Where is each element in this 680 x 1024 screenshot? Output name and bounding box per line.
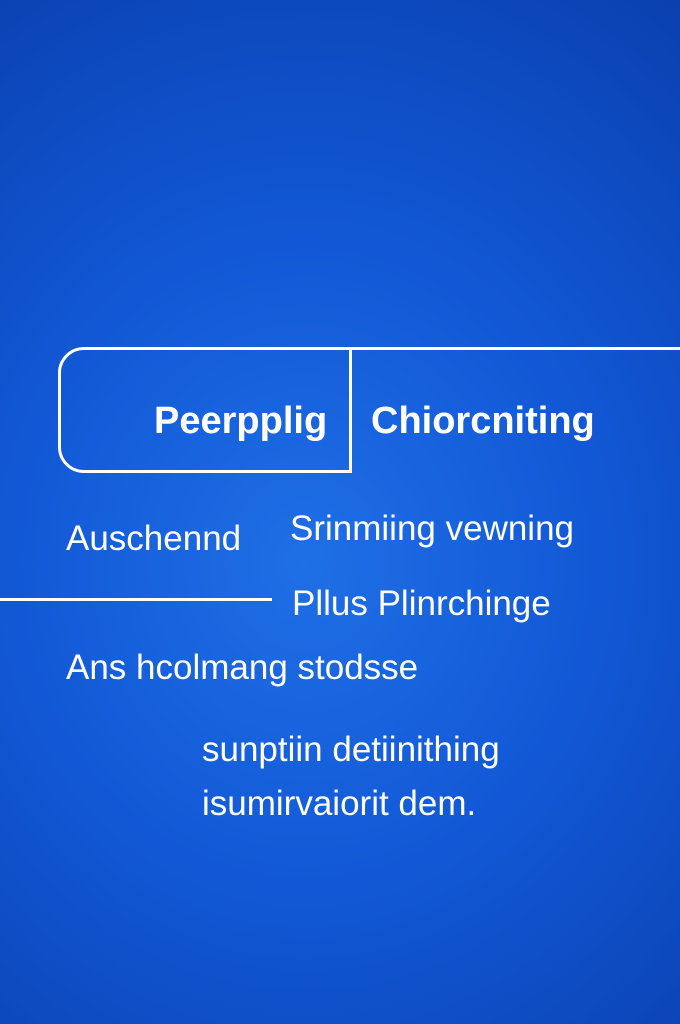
- paragraph-line-1: sunptiin detiinithing: [202, 730, 500, 769]
- row1-left-text: Auschennd: [66, 519, 242, 558]
- middle-divider-rule: [0, 598, 272, 601]
- header-box-top-rule: [352, 347, 680, 350]
- header-left-label: Peerpplig: [154, 400, 328, 442]
- paragraph-line-2: isumirvaiorit dem.: [202, 784, 477, 823]
- row2-right-text: Pllus Plinrchinge: [292, 584, 551, 623]
- header-right-label: Chiorcniting: [371, 400, 595, 442]
- row1-right-text: Srinmiing vewning: [290, 509, 575, 548]
- row3-text: Ans hcolmang stodsse: [66, 648, 419, 687]
